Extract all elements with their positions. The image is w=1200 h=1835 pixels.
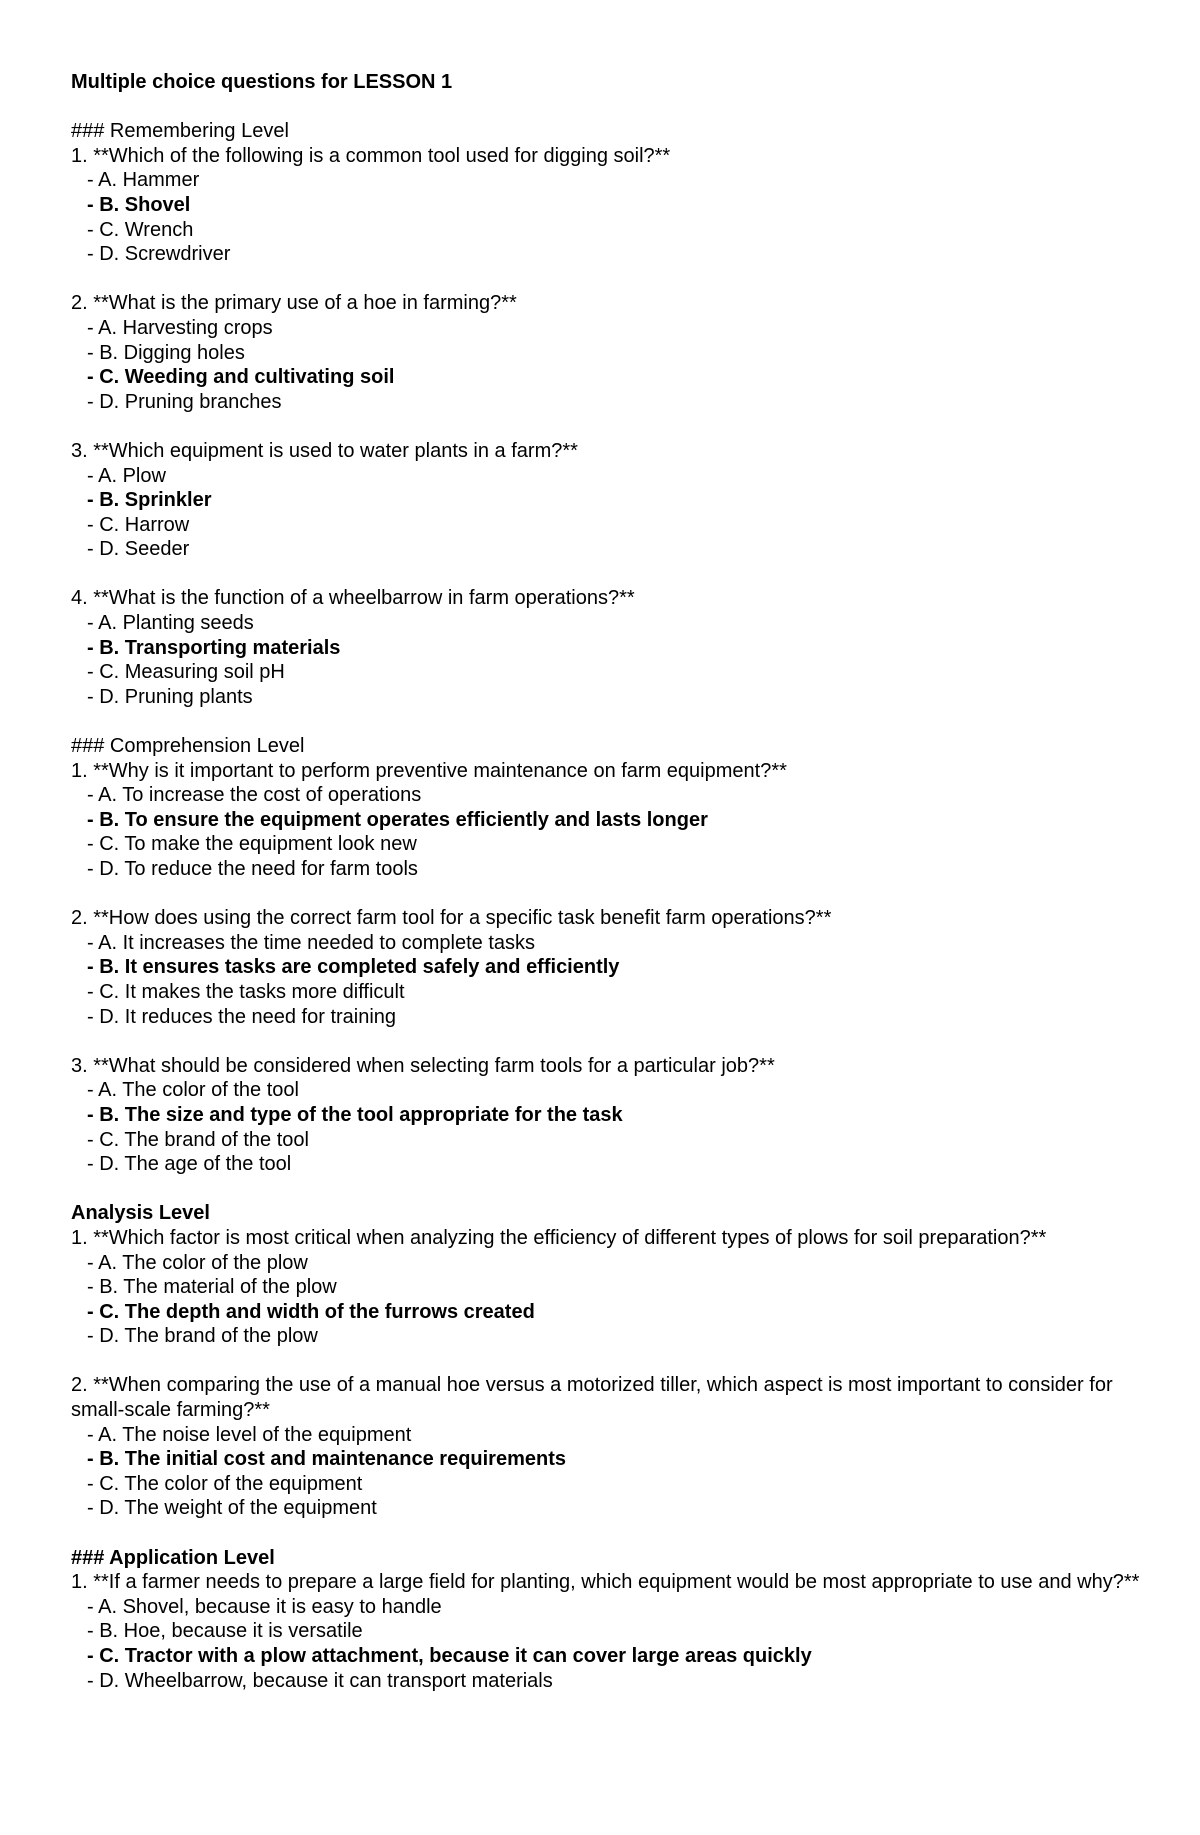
answer-option: - A. The noise level of the equipment (87, 1423, 412, 1446)
question-block (71, 759, 1141, 882)
answer-option: - A. The color of the tool (87, 1079, 299, 1102)
answer-option: - A. To increase the cost of operations (87, 784, 422, 807)
section (71, 1546, 1141, 1718)
answer-option: - A. It increases the time needed to complete tasks (87, 931, 536, 954)
question-text: 3. **What should be considered when selecting farm tools for a particular job?** (71, 1054, 775, 1077)
answer-option: - D. The weight of the equipment (87, 1497, 377, 1520)
answer-option: - B. The material of the plow (87, 1276, 337, 1299)
question-block (71, 1373, 1141, 1521)
question-text: 2. **When comparing the use of a manual hoe versus a motorized tiller, which aspect is most important to consider for small-scale farming?** (71, 1374, 1113, 1422)
answer-option: - C. Measuring soil pH (87, 661, 285, 684)
question-block (71, 439, 1141, 562)
answer-option-correct: - C. The depth and width of the furrows created (87, 1300, 535, 1323)
question-text: 1. **Which factor is most critical when analyzing the efficiency of different types of plows for soil preparation?** (71, 1226, 1047, 1249)
section (71, 1201, 1141, 1545)
answer-option: - B. Hoe, because it is versatile (87, 1620, 363, 1643)
question-text: 1. **Which of the following is a common tool used for digging soil?** (71, 144, 671, 167)
document-title: Multiple choice questions for LESSON 1 (71, 71, 453, 93)
question-text: 2. **How does using the correct farm tool for a specific task benefit farm operations?** (71, 907, 832, 930)
spacer (71, 1521, 1141, 1546)
answer-option: - D. To reduce the need for farm tools (87, 858, 418, 880)
answer-option: - A. Planting seeds (87, 612, 254, 635)
section (71, 734, 1141, 1201)
answer-option: - A. Plow (87, 464, 166, 487)
spacer (71, 1693, 1141, 1718)
answer-option: - C. Harrow (87, 513, 190, 536)
spacer (71, 562, 1141, 587)
section-heading-text: Analysis Level (71, 1202, 210, 1225)
spacer (71, 709, 1141, 734)
answer-option: - A. The color of the plow (87, 1251, 308, 1274)
question-block (71, 586, 1141, 709)
section-heading: ### Remembering Level (71, 120, 289, 143)
answer-option: - C. The brand of the tool (87, 1128, 309, 1151)
answer-option: - D. It reduces the need for training (87, 1005, 397, 1028)
answer-option-correct: - B. Transporting materials (87, 636, 341, 659)
answer-option-correct: - B. The size and type of the tool appropriate for the task (87, 1103, 623, 1126)
answer-option: - D. The age of the tool (87, 1153, 292, 1176)
answer-option: - A. Harvesting crops (87, 316, 273, 339)
spacer (71, 414, 1141, 439)
answer-option-correct: - B. The initial cost and maintenance requirements (87, 1448, 566, 1471)
answer-option: - A. Shovel, because it is easy to handle (87, 1595, 442, 1618)
section-heading (71, 1546, 1141, 1571)
answer-option: - B. Digging holes (87, 341, 245, 364)
spacer (71, 1177, 1141, 1202)
answer-option: - D. Seeder (87, 538, 190, 561)
section-heading: ### Comprehension Level (71, 735, 305, 758)
spacer (71, 1029, 1141, 1054)
answer-option: - D. Screwdriver (87, 243, 231, 266)
spacer (71, 1349, 1141, 1374)
section-heading (71, 1201, 1141, 1226)
answer-option-correct: - B. To ensure the equipment operates efficiently and lasts longer (87, 808, 708, 831)
question-block (71, 1570, 1141, 1693)
question-block (71, 1226, 1141, 1349)
spacer (71, 882, 1141, 907)
question-text: 1. **If a farmer needs to prepare a large field for planting, which equipment would be most appropriate to use and why?** (71, 1571, 1140, 1594)
answer-option-correct: - B. Sprinkler (87, 489, 212, 512)
question-text: 4. **What is the function of a wheelbarrow in farm operations?** (71, 587, 635, 610)
question-text: 2. **What is the primary use of a hoe in farming?** (71, 292, 517, 315)
answer-option: - C. To make the equipment look new (87, 833, 417, 856)
answer-option: - C. The color of the equipment (87, 1472, 363, 1495)
answer-option: - D. Pruning branches (87, 390, 282, 413)
answer-option: - C. Wrench (87, 218, 194, 241)
question-block (71, 1054, 1141, 1177)
section (71, 119, 1141, 734)
question-block (71, 906, 1141, 1029)
answer-option-correct: - C. Weeding and cultivating soil (87, 366, 395, 389)
spacer (71, 95, 1141, 120)
answer-option: - D. Pruning plants (87, 685, 253, 708)
answer-option-correct: - B. It ensures tasks are completed safely and efficiently (87, 956, 620, 979)
question-text: 1. **Why is it important to perform preventive maintenance on farm equipment?** (71, 759, 787, 782)
answer-option: - D. Wheelbarrow, because it can transport materials (87, 1669, 553, 1692)
question-text: 3. **Which equipment is used to water plants in a farm?** (71, 439, 578, 462)
spacer (71, 267, 1141, 292)
section-heading-text: ### Application Level (71, 1546, 275, 1569)
question-block (71, 144, 1141, 267)
document-page (71, 70, 1141, 1718)
answer-option: - C. It makes the tasks more difficult (87, 980, 405, 1003)
question-block (71, 291, 1141, 414)
answer-option-correct: - B. Shovel (87, 193, 191, 216)
answer-option-correct: - C. Tractor with a plow attachment, because it can cover large areas quickly (87, 1645, 812, 1667)
answer-option: - A. Hammer (87, 169, 200, 192)
question-sections (71, 119, 1141, 1718)
answer-option: - D. The brand of the plow (87, 1325, 318, 1348)
